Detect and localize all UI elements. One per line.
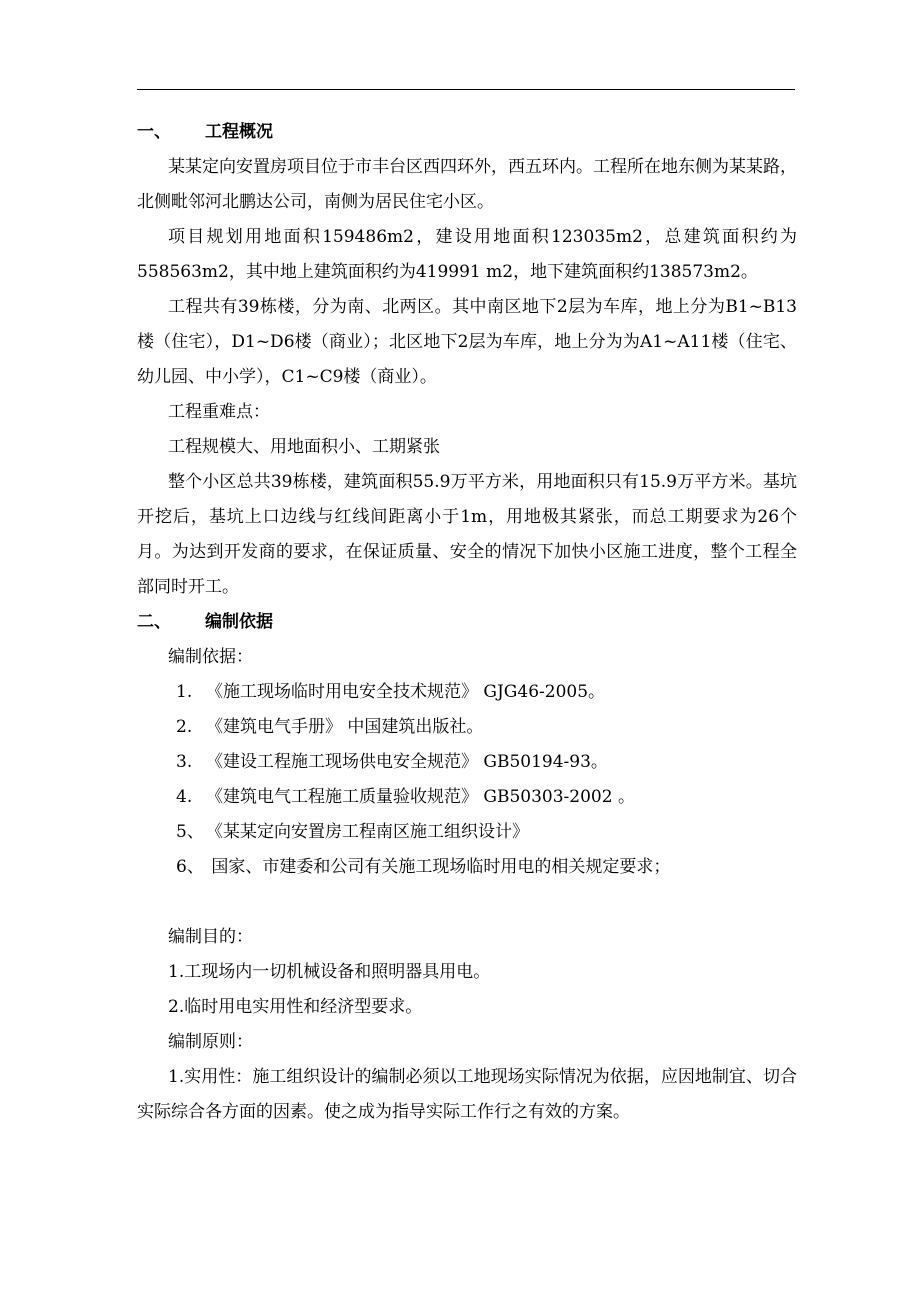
item-number: 4.	[176, 787, 193, 807]
item-text: 《建筑电气工程施工质量验收规范》 GB50303-2002 。	[206, 787, 635, 807]
basis-label: 编制依据：	[168, 647, 253, 667]
item-text: 国家、市建委和公司有关施工现场临时用电的相关规定要求；	[206, 857, 671, 877]
section-heading-basis	[137, 605, 797, 640]
basis-item	[137, 780, 797, 815]
basis-item	[137, 710, 797, 745]
paragraph-area: 项目规划用地面积159486m2，建设用地面积123035m2，总建筑面积约为558563m2，其中地上建筑面积约为419991 m2，地下建筑面积约138573m2。	[137, 227, 797, 282]
section-number: 二、	[137, 612, 171, 632]
header-rule	[137, 89, 795, 90]
purpose-label: 编制目的：	[168, 927, 253, 947]
paragraph-difficulties-label: 工程重难点：	[168, 402, 270, 422]
section-title: 编制依据	[205, 612, 273, 632]
basis-item	[137, 675, 797, 710]
item-number: 2.	[176, 717, 193, 737]
section-title: 工程概况	[205, 122, 273, 142]
section-number: 一、	[137, 122, 171, 142]
item-text: 《施工现场临时用电安全技术规范》 GJG46-2005。	[206, 682, 606, 702]
item-number: 5、	[176, 822, 204, 842]
item-text: 《建设工程施工现场供电安全规范》 GB50194-93。	[206, 752, 608, 772]
document-page	[137, 115, 797, 1130]
item-number: 6、	[176, 857, 204, 877]
purpose-item: 1.工现场内一切机械设备和照明器具用电。	[168, 962, 491, 982]
principle-item: 1.实用性：施工组织设计的编制必须以工地现场实际情况为依据，应因地制宜、切合实际综合各方面的因素。使之成为指导实际工作行之有效的方案。	[137, 1067, 797, 1122]
principle-label: 编制原则：	[168, 1032, 253, 1052]
item-number: 1.	[176, 682, 193, 702]
item-number: 3.	[176, 752, 193, 772]
spacer	[137, 885, 797, 920]
basis-item	[137, 745, 797, 780]
section-heading-overview	[137, 115, 797, 150]
paragraph-difficulty-title: 工程规模大、用地面积小、工期紧张	[168, 437, 440, 457]
basis-item	[137, 815, 797, 850]
paragraph-buildings: 工程共有39栋楼，分为南、北两区。其中南区地下2层为车库，地上分为B1~B13楼（住宅），D1~D6楼（商业）；北区地下2层为车库，地上分为为A1~A11楼（住宅、幼儿园、中小学），C1~C9楼（商业）。	[137, 297, 797, 387]
basis-item	[137, 850, 797, 885]
item-text: 《某某定向安置房工程南区施工组织设计》	[206, 822, 529, 842]
paragraph-location: 某某定向安置房项目位于市丰台区西四环外，西五环内。工程所在地东侧为某某路，北侧毗邻河北鹏达公司，南侧为居民住宅小区。	[137, 157, 797, 212]
purpose-item: 2.临时用电实用性和经济型要求。	[168, 997, 423, 1017]
paragraph-difficulty-detail: 整个小区总共39栋楼，建筑面积55.9万平方米，用地面积只有15.9万平方米。基坑开挖后，基坑上口边线与红线间距离小于1m，用地极其紧张，而总工期要求为26个月。为达到开发商的要求，在保证质量、安全的情况下加快小区施工进度，整个工程全部同时开工。	[137, 472, 797, 597]
item-text: 《建筑电气手册》 中国建筑出版社。	[206, 717, 484, 737]
